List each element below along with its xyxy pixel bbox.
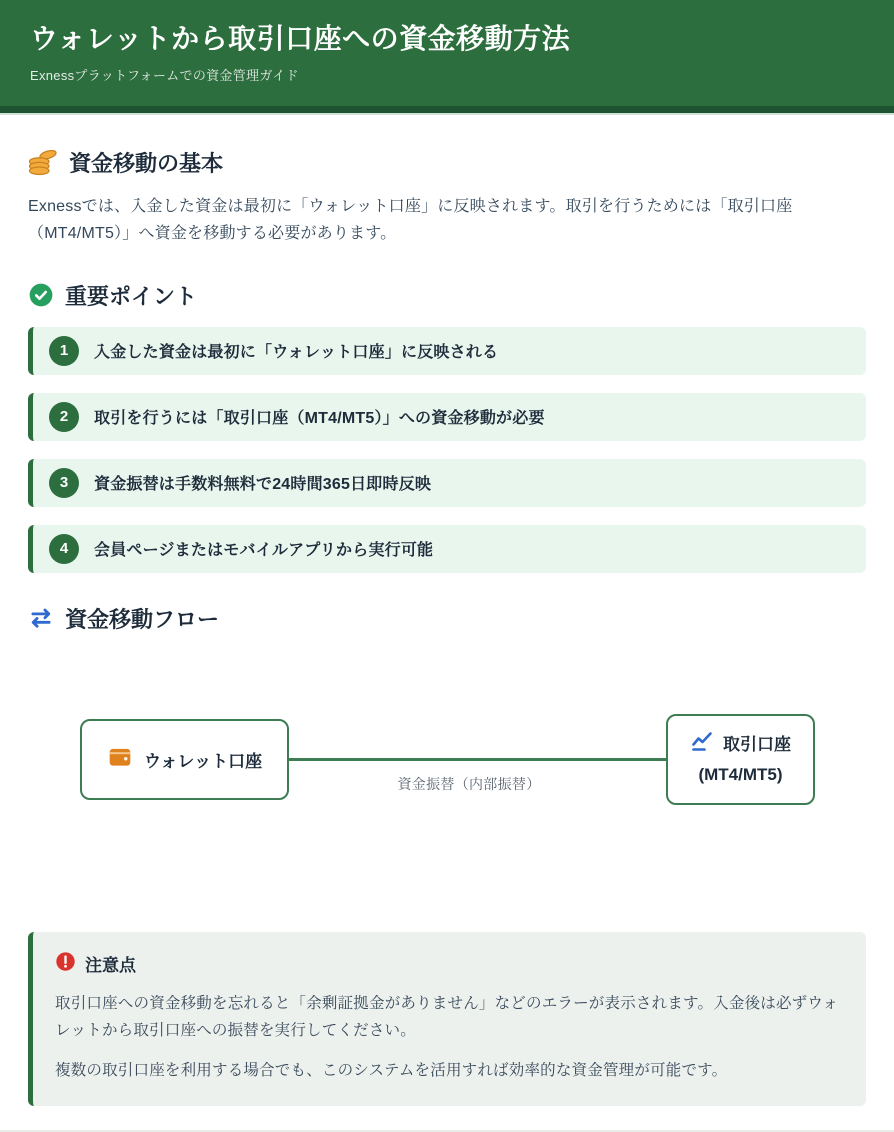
caution-heading-text: 注意点 [85, 956, 136, 976]
point-text: 入金した資金は最初に「ウォレット口座」に反映される [94, 344, 499, 362]
section-basics [28, 147, 866, 248]
point-item-3 [28, 459, 866, 507]
flow-diagram [28, 634, 866, 886]
caution-paragraph-2: 複数の取引口座を利用する場合でも、このシステムを活用すれば効率的な資金管理が可能です。 [55, 1061, 728, 1079]
wallet-account-node [80, 719, 289, 800]
point-number-badge: 4 [49, 534, 79, 564]
points-list [28, 327, 866, 573]
line-chart-icon [690, 729, 714, 761]
wallet-node-label: ウォレット口座 [144, 752, 263, 772]
swap-horizontal-icon [28, 605, 54, 631]
point-item-4 [28, 525, 866, 573]
point-number-badge: 1 [49, 336, 79, 366]
caution-paragraph-1: 取引口座への資金移動を忘れると「余剰証拠金がありません」などのエラーが表示されます。入金後は必ずウォレットから取引口座への振替を実行してください。 [55, 994, 839, 1039]
caution-box [28, 932, 866, 1106]
point-text: 会員ページまたはモバイルアプリから実行可能 [94, 542, 434, 560]
coins-icon [28, 147, 58, 177]
point-number-badge: 3 [49, 468, 79, 498]
basics-body: Exnessでは、入金した資金は最初に「ウォレット口座」に反映されます。取引を行うためには「取引口座（MT4/MT5）」へ資金を移動する必要があります。 [28, 197, 793, 242]
section-caution [28, 932, 866, 1106]
trading-node-line1 [690, 729, 791, 761]
point-item-1 [28, 327, 866, 375]
basics-heading-text: 資金移動の基本 [69, 150, 224, 176]
point-text: 取引を行うには「取引口座（MT4/MT5）」への資金移動が必要 [94, 410, 545, 428]
page-subtitle: Exnessプラットフォームでの資金管理ガイド [30, 67, 299, 83]
point-text: 資金振替は手数料無料で24時間365日即時反映 [94, 476, 432, 494]
page-title: ウォレットから取引口座への資金移動方法 [30, 23, 571, 54]
wallet-icon [107, 744, 133, 775]
flow-heading [28, 603, 866, 634]
point-item-2 [28, 393, 866, 441]
section-flow [28, 603, 866, 886]
trading-node-line2: (MT4/MT5) [698, 764, 783, 784]
main-content [0, 147, 894, 1106]
trading-node-label: 取引口座 [723, 735, 791, 755]
caution-heading [55, 951, 842, 977]
trading-account-node [666, 714, 815, 805]
check-circle-icon [28, 282, 54, 308]
flow-heading-text: 資金移動フロー [65, 606, 220, 632]
page-header [0, 0, 894, 113]
alert-circle-icon [55, 951, 76, 977]
flow-connector-line [289, 758, 666, 793]
points-heading [28, 280, 866, 311]
section-points [28, 280, 866, 573]
points-heading-text: 重要ポイント [65, 283, 198, 309]
basics-heading [28, 147, 866, 178]
connector-label: 資金振替（内部振替） [397, 776, 541, 793]
point-number-badge: 2 [49, 402, 79, 432]
